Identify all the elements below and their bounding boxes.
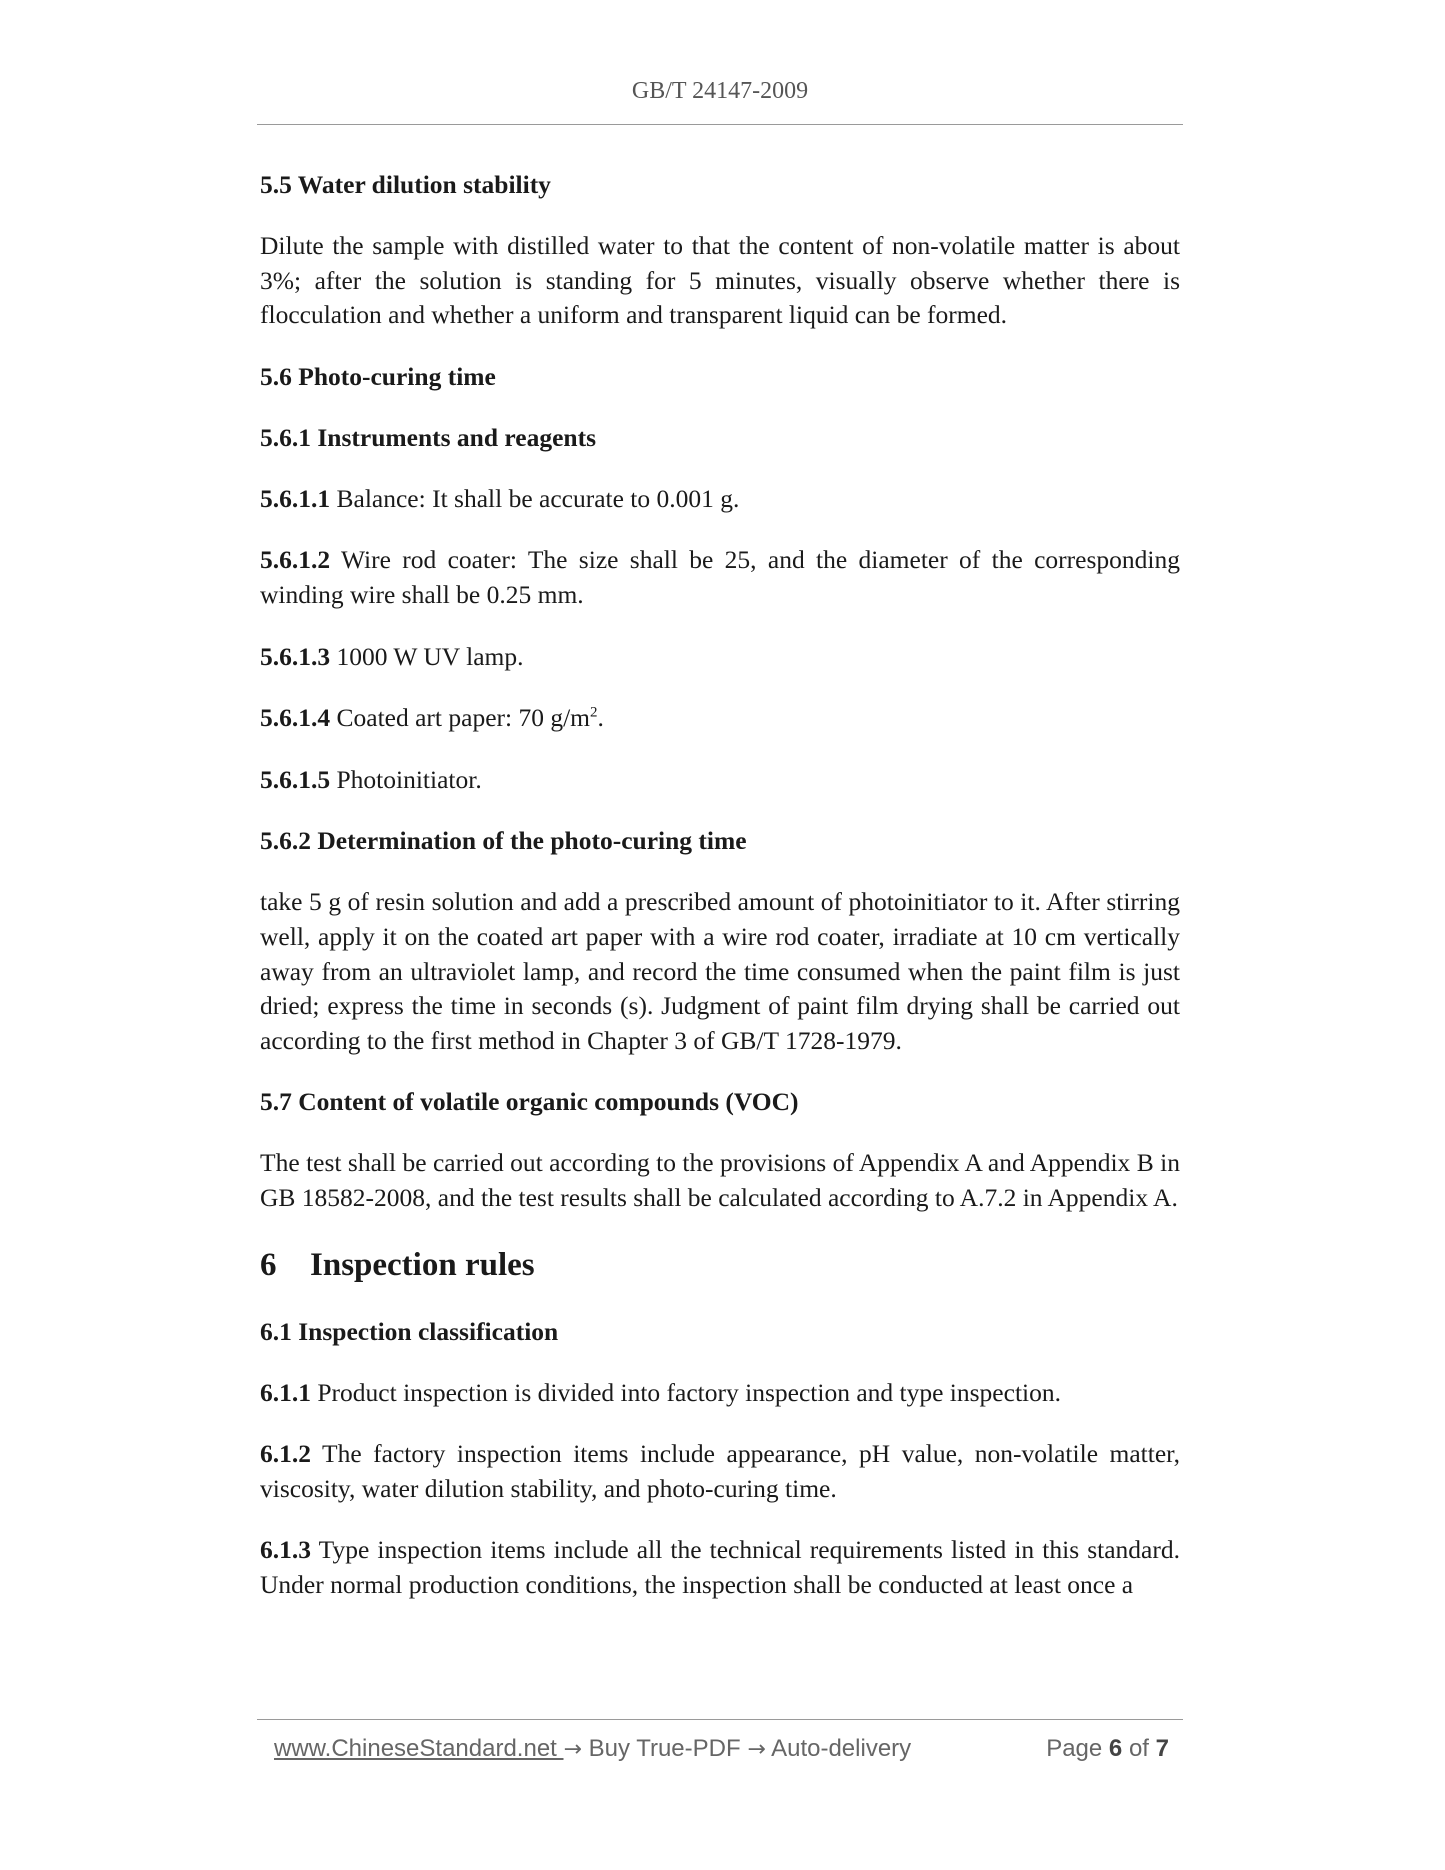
page-label: Page [1046, 1735, 1109, 1762]
footer-divider [257, 1719, 1183, 1720]
clause-5-6-1-4 [260, 701, 1180, 736]
running-header: GB/T 24147-2009 [631, 78, 809, 104]
chapter-number: 6 [260, 1246, 277, 1283]
auto-delivery-text: Auto-delivery [765, 1735, 912, 1762]
clause-text: Type inspection items include all the technical requirements listed in this standard. Under normal production conditions, the inspection shall be conducted at least once a [260, 1535, 1180, 1599]
site-link[interactable]: www.ChineseStandard.net [274, 1735, 564, 1762]
clause-text: Photoinitiator. [330, 764, 482, 794]
of-label: of [1122, 1735, 1156, 1762]
clause-text: Balance: It shall be accurate to 0.001 g. [330, 483, 740, 513]
clause-number: 6.1.3 [260, 1535, 311, 1565]
paragraph-5-5: Dilute the sample with distilled water to that the content of non-volatile matter is about 3%; after the solution is standing for 5 minutes, visually observe whether there is flocculation and whether a uniform and transparent liquid can be formed. [260, 231, 1180, 330]
clause-number: 5.6.1.3 [260, 641, 331, 671]
heading-5-7: 5.7 Content of volatile organic compounds (VOC) [260, 1087, 799, 1117]
paragraph-5-6-2: take 5 g of resin solution and add a prescribed amount of photoinitiator to it. After stirring well, apply it on the coated art paper with a wire rod coater, irradiate at 10 cm vertically away from an ultraviolet lamp, and record the time consumed when the paint film is just dried; express the time in seconds (s). Judgment of paint film drying shall be carried out according to the first method in Chapter 3 of GB/T 1728-1979. [260, 887, 1180, 1055]
clause-text: The factory inspection items include appearance, pH value, non-volatile matter, viscosity, water dilution stability, and photo-curing time. [260, 1439, 1180, 1503]
clause-6-1-2 [260, 1437, 1180, 1506]
clause-text: Product inspection is divided into factory inspection and type inspection. [311, 1377, 1061, 1407]
clause-tail: . [597, 703, 604, 733]
buy-pdf-text: Buy True-PDF [581, 1735, 748, 1762]
page-indicator [1046, 1735, 1169, 1763]
clause-number: 5.6.1.1 [260, 483, 331, 513]
paragraph-5-7: The test shall be carried out according to the provisions of Appendix A and Appendix B in GB 18582-2008, and the test results shall be calculated according to A.7.2 in Appendix A. [260, 1148, 1180, 1212]
clause-number: 6.1.2 [260, 1439, 311, 1469]
heading-5-5: 5.5 Water dilution stability [260, 170, 551, 199]
right-arrow-icon: → [747, 1737, 766, 1762]
clause-6-1-1 [260, 1376, 1180, 1411]
header-divider [257, 124, 1183, 125]
clause-number: 5.6.1.2 [260, 545, 331, 575]
page-footer [274, 1735, 1169, 1769]
clause-text: Wire rod coater: The size shall be 25, and the diameter of the corresponding winding wire shall be 0.25 mm. [260, 545, 1180, 609]
heading-5-6: 5.6 Photo-curing time [260, 361, 496, 391]
page-number: 6 [1108, 1735, 1123, 1762]
clause-number: 5.6.1.4 [260, 703, 331, 733]
page-total: 7 [1155, 1735, 1169, 1762]
page-body [260, 168, 1180, 1629]
clause-number: 5.6.1.5 [260, 764, 331, 794]
chapter-heading-6 [260, 1243, 1180, 1287]
superscript: 2 [590, 704, 598, 721]
clause-5-6-1-1 [260, 482, 1180, 517]
clause-5-6-1-5 [260, 763, 1180, 798]
right-arrow-icon: → [563, 1737, 582, 1762]
clause-text: Coated art paper: 70 g/m [330, 703, 591, 733]
heading-5-6-2: 5.6.2 Determination of the photo-curing time [260, 826, 747, 856]
clause-5-6-1-2 [260, 543, 1180, 612]
clause-6-1-3 [260, 1533, 1180, 1602]
clause-5-6-1-3 [260, 640, 1180, 675]
heading-6-1: 6.1 Inspection classification [260, 1316, 559, 1346]
clause-text: 1000 W UV lamp. [330, 641, 524, 671]
chapter-title: Inspection rules [310, 1246, 535, 1283]
clause-number: 6.1.1 [260, 1377, 311, 1407]
heading-5-6-1: 5.6.1 Instruments and reagents [260, 422, 597, 452]
footer-promo [274, 1735, 911, 1763]
